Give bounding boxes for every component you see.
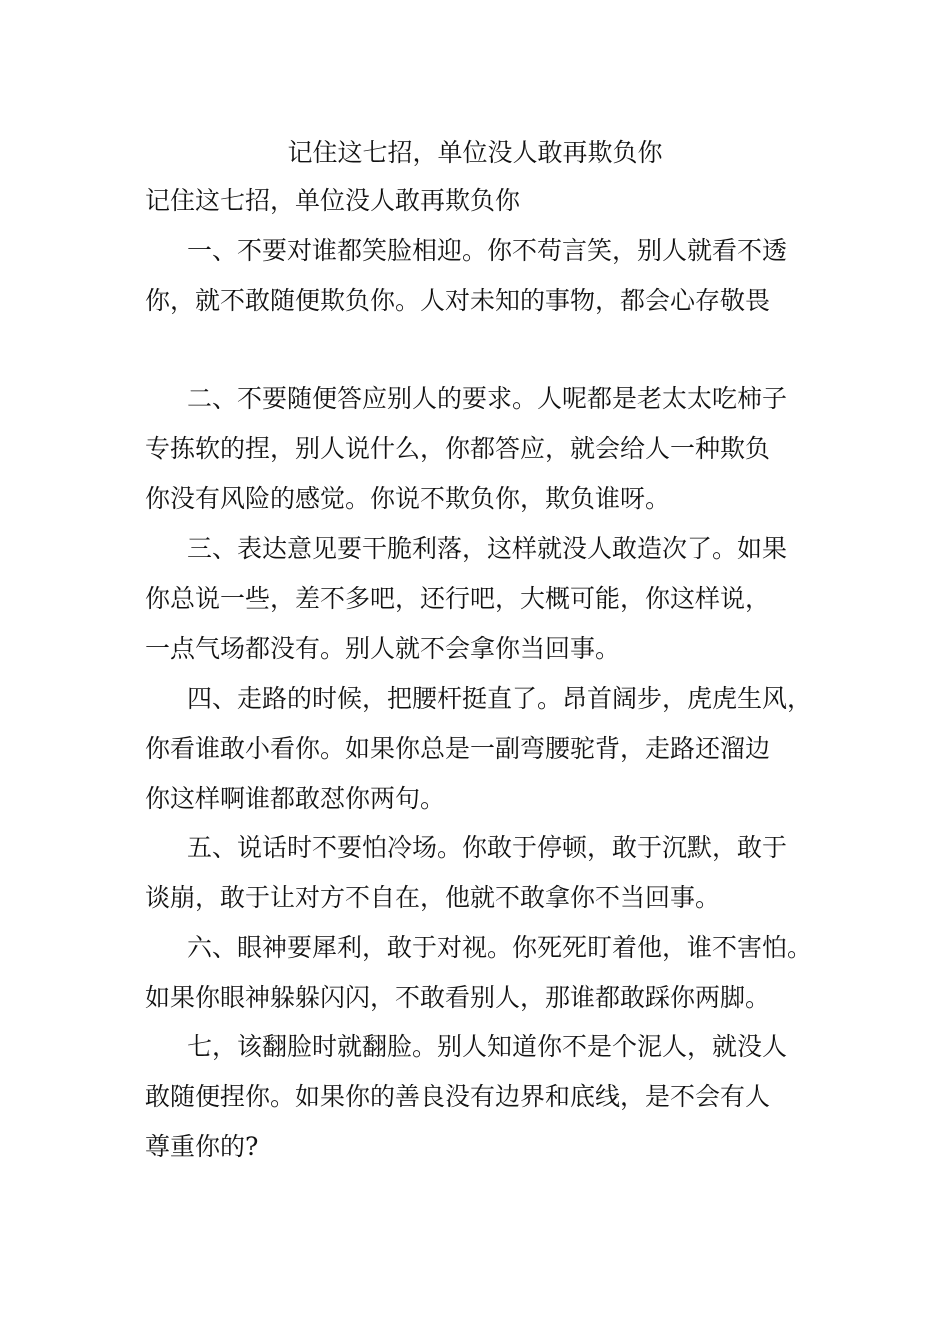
document-title: 记住这七招，单位没人敢再欺负你 <box>287 138 663 167</box>
paragraph-5-line-1: 五、说话时不要怕冷场。你敢于停顿，敢于沉默，敢于 <box>187 833 788 862</box>
paragraph-5-line-2: 谈崩，敢于让对方不自在，他就不敢拿你不当回事。 <box>145 883 721 912</box>
paragraph-3-line-2: 你总说一些，差不多吧，还行吧，大概可能，你这样说， <box>145 584 771 613</box>
paragraph-2-line-2: 专拣软的捏，别人说什么，你都答应，就会给人一种欺负 <box>145 434 771 463</box>
paragraph-2-line-3: 你没有风险的感觉。你说不欺负你，欺负谁呀。 <box>145 484 671 513</box>
paragraph-7-line-3: 尊重你的? <box>145 1132 259 1161</box>
paragraph-4-line-2: 你看谁敢小看你。如果你总是一副弯腰驼背，走路还溜边 <box>145 734 771 763</box>
paragraph-4-line-3: 你这样啊谁都敢怼你两句。 <box>145 784 446 813</box>
paragraph-1-line-1: 一、不要对谁都笑脸相迎。你不苟言笑，别人就看不透 <box>187 236 788 265</box>
paragraph-6-line-1: 六、眼神要犀利，敢于对视。你死死盯着他，谁不害怕。 <box>187 933 813 962</box>
paragraph-1-line-2: 你，就不敢随便欺负你。人对未知的事物，都会心存敬畏 <box>145 286 771 315</box>
paragraph-4-line-1: 四、走路的时候，把腰杆挺直了。昂首阔步，虎虎生风， <box>187 684 813 713</box>
paragraph-2-line-1: 二、不要随便答应别人的要求。人呢都是老太太吃柿子 <box>187 384 788 413</box>
paragraph-3-line-3: 一点气场都没有。别人就不会拿你当回事。 <box>145 634 621 663</box>
paragraph-7-line-1: 七，该翻脸时就翻脸。别人知道你不是个泥人，就没人 <box>187 1032 788 1061</box>
paragraph-3-line-1: 三、表达意见要干脆利落，这样就没人敢造次了。如果 <box>187 534 788 563</box>
paragraph-7-line-2: 敢随便捏你。如果你的善良没有边界和底线，是不会有人 <box>145 1082 771 1111</box>
paragraph-6-line-2: 如果你眼神躲躲闪闪，不敢看别人，那谁都敢踩你两脚。 <box>145 983 771 1012</box>
document-subtitle: 记住这七招，单位没人敢再欺负你 <box>145 186 521 215</box>
